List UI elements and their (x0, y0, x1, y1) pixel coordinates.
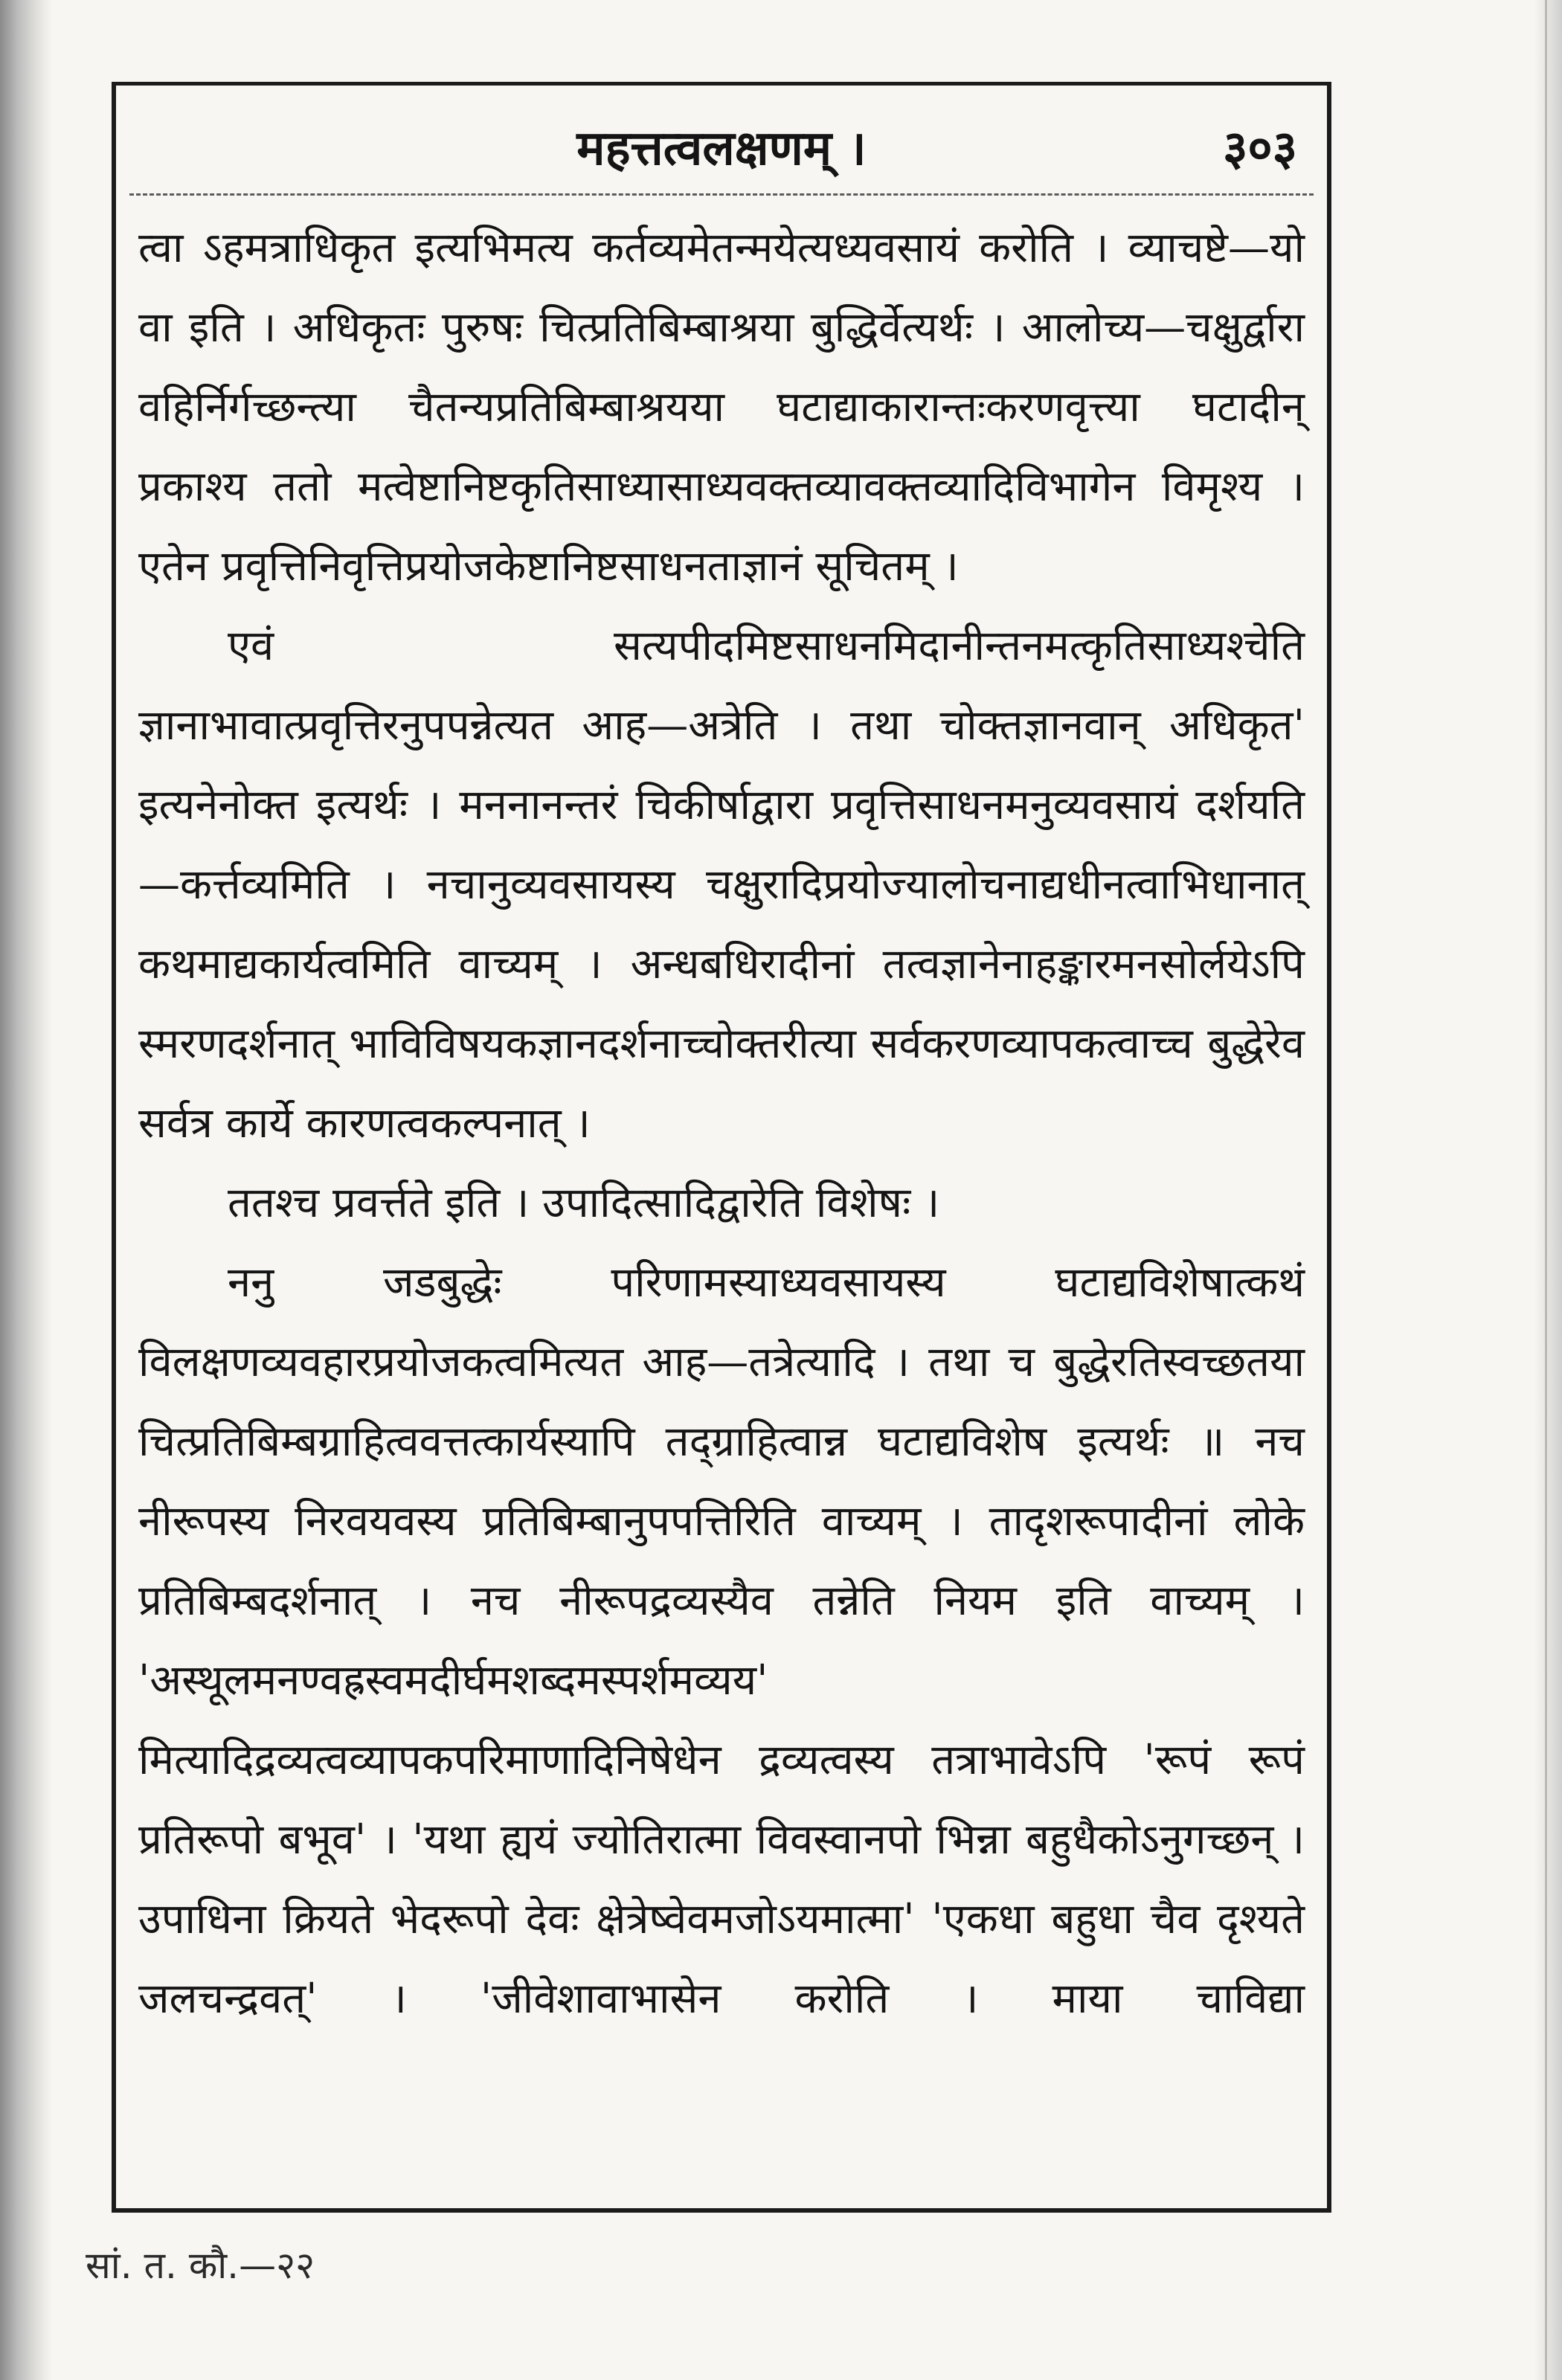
header-rule (129, 193, 1314, 196)
page-number: ३०३ (1223, 120, 1297, 176)
signature-mark: सां. त. कौ.—२२ (86, 2244, 315, 2287)
page-edge-shadow (1534, 0, 1562, 2380)
page-edge-line (1545, 0, 1547, 2380)
paragraph-2: एवं सत्यपीदमिष्टसाधनमिदानीन्तनमत्कृतिसाध्यश्चेति ज्ञानाभावात्प्रवृत्तिरनुपपन्नेत्यत आह—अत्रेति । तथा चोक्तज्ञानवान् अधिकृत' इत्यनेनोक्त इत्यर्थः । मननानन्तरं चिकीर्षाद्वारा प्रवृत्तिसाधनमनुव्यवसायं दर्शयति—कर्त्तव्यमिति । नचानुव्यवसायस्य चक्षुरादिप्रयोज्यालोचनाद्यधीनत्वाभिधानात् कथमाद्यकार्यत्वमिति वाच्यम् । अन्धबधिरादीनां तत्वज्ञानेनाहङ्कारमनसोर्लयेऽपि स्मरणदर्शनात् भाविविषयकज्ञानदर्शनाच्चोक्तरीत्या सर्वकरणव्यापकत्वाच्च बुद्धेरेव सर्वत्र कार्ये कारणत्वकल्पनात् । (138, 622, 1305, 1148)
paragraph-3: ततश्च प्रवर्त्तते इति । उपादित्सादिद्वारेति विशेषः । (228, 1179, 940, 1227)
running-title: महत्तत्वलक्षणम् । (576, 120, 867, 176)
paragraph-1: त्वा ऽहमत्राधिकृत इत्यभिमत्य कर्तव्यमेतन्मयेत्यध्यवसायं करोति । व्याचष्टे—यो वा इति । अधिकृतः पुरुषः चित्प्रतिबिम्बाश्रया बुद्धिर्वेत्यर्थः । आलोच्य—चक्षुर्द्वारा वहिर्निर्गच्छन्त्या चैतन्यप्रतिबिम्बाश्रयया घटाद्याकारान्तःकरणवृत्त्या घटादीन् प्रकाश्य ततो मत्वेष्टानिष्टकृतिसाध्यासाध्यवक्तव्यावक्तव्यादिविभागेन विमृश्य । एतेन प्रवृत्तिनिवृत्तिप्रयोजकेष्टानिष्टसाधनताज्ञानं सूचितम् । (138, 224, 1305, 591)
paragraph-4: ननु जडबुद्धेः परिणामस्याध्यवसायस्य घटाद्यविशेषात्कथं विलक्षणव्यवहारप्रयोजकत्वमित्यत आह—तत्रेत्यादि । तथा च बुद्धेरतिस्वच्छतया चित्प्रतिबिम्बग्राहित्ववत्तत्कार्यस्यापि तद्ग्राहित्वान्न घटाद्यविशेष इत्यर्थः ॥ नच नीरूपस्य निरवयवस्य प्रतिबिम्बानुपपत्तिरिति वाच्यम् । तादृशरूपादीनां लोके प्रतिबिम्बदर्शनात् । नच नीरूपद्रव्यस्यैव तन्नेति नियम इति वाच्यम् । 'अस्थूलमनण्वह्रस्वमदीर्घमशब्दमस्पर्शमव्यय' मित्यादिद्रव्यत्वव्यापकपरिमाणादिनिषेधेन द्रव्यत्वस्य तत्राभावेऽपि 'रूपं रूपं प्रतिरूपो बभूव' । 'यथा ह्ययं ज्योतिरात्मा विवस्वानपो भिन्ना बहुधैकोऽनुगच्छन् । उपाधिना क्रियते भेदरूपो देवः क्षेत्रेष्वेवमजोऽयमात्मा' 'एकधा बहुधा चैव दृश्यते जलचन्द्रवत्' । 'जीवेशावाभासेन करोति । माया चाविद्या (138, 1258, 1305, 2023)
page-frame (112, 82, 1331, 2213)
book-spine-shadow (0, 0, 52, 2380)
text-body (138, 208, 1305, 2186)
page-header (116, 115, 1327, 190)
